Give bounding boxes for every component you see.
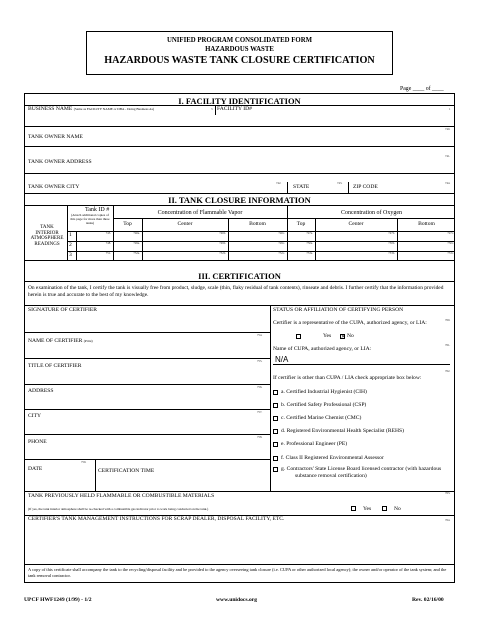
signature-label: SIGNATURE OF CERTIFIER <box>28 307 97 313</box>
cert-time-label: CERTIFICATION TIME <box>98 468 155 474</box>
tank-reading-code: 749a. <box>133 241 140 245</box>
facility-id-num: 1 <box>449 107 451 111</box>
business-name-text: BUSINESS NAME <box>28 106 73 112</box>
cert-time-field[interactable] <box>96 460 270 491</box>
certifier-phone-field[interactable] <box>25 435 270 459</box>
certifier-type-option: substance removal certification) <box>295 473 367 479</box>
tank-owner-name-num: 740. <box>445 127 451 131</box>
footer-revision: Rev. 02/16/00 <box>412 597 444 603</box>
tank-reading-cell[interactable] <box>315 241 397 251</box>
tank-reading-code: 749c. <box>278 241 285 245</box>
tank-reading-code: 752a. <box>133 251 140 255</box>
certifier-city-num: 757. <box>257 410 263 414</box>
zip-num: 744. <box>445 181 451 185</box>
tank-reading-cell[interactable] <box>142 231 228 241</box>
flammable-header: Concentration of Flammable Vapor <box>157 210 243 216</box>
tank-row-number: 1 <box>69 232 72 238</box>
certifier-type-option: f. Class II Registered Environmental Assessor <box>281 455 384 461</box>
tank-owner-city-label: TANK OWNER CITY <box>28 184 80 190</box>
prev-held-yes-label: Yes <box>363 506 372 512</box>
oxygen-header: Concentration of Oxygen <box>341 210 402 216</box>
tank-reading-cell[interactable] <box>228 231 287 241</box>
tank-reading-cell[interactable] <box>113 241 142 251</box>
tank-reading-code: 751. <box>105 251 111 255</box>
tank-reading-cell[interactable] <box>315 231 397 241</box>
certifier-address-label: ADDRESS <box>28 388 54 394</box>
certifier-type-option: a. Certified Industrial Hygienist (CIH) <box>281 389 367 395</box>
footer-form-id: UPCF HWF1249 (1/99) - 1/2 <box>24 597 92 603</box>
certifier-type-checkbox[interactable] <box>273 429 278 434</box>
tank-reading-cell[interactable] <box>397 241 456 251</box>
certifier-name-field[interactable] <box>25 333 270 358</box>
certifier-title-label: TITLE OF CERTIFIER <box>28 363 82 369</box>
cupa-question: Certifier is a representative of the CUPA, authorized agency, or LIA: <box>273 320 427 326</box>
form-title: HAZARDOUS WASTE TANK CLOSURE CERTIFICATION <box>104 55 375 66</box>
header-line2: HAZARDOUS WASTE <box>205 46 274 53</box>
certifier-type-option: c. Certified Marine Chemist (CMC) <box>281 415 362 421</box>
cupa-name-num: 761. <box>445 343 451 347</box>
interior-readings-text: TANK INTERIOR ATMOSPHERE READINGS <box>30 225 64 247</box>
instructions-label: CERTIFIER'S TANK MANAGEMENT INSTRUCTIONS FOR SCRAP DEALER, DISPOSAL FACILITY, ETC. <box>28 516 285 522</box>
tank-owner-name-label: TANK OWNER NAME <box>28 134 83 140</box>
zip-field[interactable] <box>349 174 456 193</box>
tank-owner-name-field[interactable] <box>25 127 456 143</box>
copy-note: A copy of this certificate shall accompany the tank to the recycling/disposal facility and be provided to the agency overseeing tank closure (i.e. CUPA or other authorized local agency); the owner and/or operator of the tank system; and the tank removal contractor. <box>28 567 447 578</box>
prev-held-no-checkbox[interactable] <box>382 506 387 511</box>
date-num: 759. <box>81 460 87 464</box>
section3-title: III. CERTIFICATION <box>198 271 281 281</box>
certifier-type-option: g. Contractors' State License Board licensed contractor (with hazardous <box>281 466 442 472</box>
header-line1: UNIFIED PROGRAM CONSOLIDATED FORM <box>166 37 313 44</box>
column-label-4: Center <box>348 221 364 227</box>
footer-website: www.unidocs.org <box>216 597 258 603</box>
business-name-label <box>28 107 154 113</box>
certifier-name-text: NAME OF CERTIFIER <box>28 338 83 344</box>
tank-reading-code: 750b. <box>388 241 395 245</box>
cupa-yes-checkbox[interactable] <box>296 334 301 339</box>
certifier-phone-num: 758. <box>257 435 263 439</box>
prev-held-num: 763. <box>445 491 451 495</box>
tank-id-header: Tank ID # <box>85 207 110 213</box>
certifier-city-label: CITY <box>28 413 42 419</box>
tank-reading-cell[interactable] <box>287 241 315 251</box>
tank-reading-code: 745. <box>105 231 111 235</box>
cupa-name-value[interactable]: N/A <box>275 355 289 364</box>
business-name-field[interactable] <box>25 114 215 126</box>
certifier-type-option: d. Registered Environmental Health Specialist (REHS) <box>281 428 405 434</box>
tank-row-number: 3 <box>69 252 72 258</box>
tank-reading-cell[interactable] <box>228 241 287 251</box>
tank-reading-code: 753b. <box>388 251 395 255</box>
tank-reading-code: 753a. <box>306 251 313 255</box>
interior-readings-label <box>29 225 65 247</box>
tank-reading-code: 747c. <box>447 231 454 235</box>
tank-owner-address-num: 741. <box>445 154 451 158</box>
certifier-address-num: 756. <box>257 385 263 389</box>
tank-reading-cell[interactable] <box>287 231 315 241</box>
tank-reading-code: 750c. <box>447 241 454 245</box>
page-number: Page ____ of ____ <box>400 86 444 92</box>
cupa-no-checkbox[interactable]: ✕ <box>341 334 346 340</box>
prev-held-label: TANK PREVIOUSLY HELD FLAMMABLE OR COMBUSTIBLE MATERIALS <box>28 493 215 499</box>
instructions-field[interactable] <box>25 524 456 564</box>
form-body <box>24 93 455 583</box>
column-label-0: Top <box>123 221 132 227</box>
business-name-note: (Same as FACILITY NAME or DBA - Doing Business As) <box>73 107 155 111</box>
tank-reading-code: 749b. <box>219 241 226 245</box>
tank-owner-city-field[interactable] <box>25 174 287 193</box>
facility-id-label: FACILITY ID# <box>217 106 252 112</box>
column-label-5: Bottom <box>418 221 435 227</box>
tank-reading-code: 746a. <box>133 231 140 235</box>
certifier-type-checkbox[interactable] <box>273 456 278 461</box>
prev-held-note: (If yes, the tank interior atmosphere shall be re-checked with a combustible gas indicator prior to work being conducted on the tank.) <box>28 507 209 511</box>
certifier-title-num: 755. <box>257 359 263 363</box>
cupa-yes-label: Yes <box>323 333 332 339</box>
tank-reading-code: 752c. <box>278 251 285 255</box>
certifier-name-note: (Print) <box>83 339 93 343</box>
business-name-num: 3 <box>211 107 213 111</box>
tank-reading-code: 747b. <box>388 231 395 235</box>
tank-reading-code: 746c. <box>278 231 285 235</box>
certifier-type-checkbox[interactable] <box>273 390 278 395</box>
tank-reading-code: 748. <box>105 241 111 245</box>
tank-reading-code: 753c. <box>447 251 454 255</box>
certifier-type-option: b. Certified Safety Professional (CSP) <box>281 402 367 408</box>
tank-reading-cell[interactable] <box>77 241 113 251</box>
certifier-type-checkbox[interactable] <box>273 442 278 447</box>
tank-id-note: (Attach additional copies of this page for more than three tanks) <box>70 213 110 225</box>
form-header <box>86 31 393 75</box>
tank-reading-code: 752b. <box>219 251 226 255</box>
other-intro: If certifier is other than CUPA / LIA check appropriate box below: <box>273 375 422 381</box>
tank-owner-address-field[interactable] <box>25 147 456 169</box>
date-field[interactable] <box>25 460 95 491</box>
facility-id-field[interactable] <box>216 114 456 126</box>
tank-reading-cell[interactable] <box>113 231 142 241</box>
cupa-num: 760. <box>445 318 451 322</box>
section2-title: II. TANK CLOSURE INFORMATION <box>168 195 311 205</box>
instructions-num: 764. <box>445 518 451 522</box>
state-num: 743. <box>337 181 343 185</box>
column-label-2: Bottom <box>249 221 266 227</box>
certifier-city-field[interactable] <box>25 410 270 434</box>
certifier-title-field[interactable] <box>25 359 270 384</box>
tank-reading-cell[interactable] <box>142 241 228 251</box>
certifier-name-num: 754. <box>257 333 263 337</box>
tank-owner-address-label: TANK OWNER ADDRESS <box>28 159 92 165</box>
tank-reading-cell[interactable] <box>397 231 456 241</box>
certifier-phone-label: PHONE <box>28 439 47 445</box>
cupa-no-label: No <box>347 333 354 339</box>
state-label: STATE <box>293 184 310 190</box>
cupa-name-question: Name of CUPA, authorized agency, or LIA: <box>273 346 372 352</box>
tank-row-number: 2 <box>69 242 72 248</box>
date-label: DATE <box>28 466 43 472</box>
signature-field[interactable] <box>25 306 270 332</box>
tank-reading-code: 750a. <box>306 241 313 245</box>
prev-held-no-label: No <box>394 506 401 512</box>
tank-reading-code: 746b. <box>219 231 226 235</box>
column-label-1: Center <box>177 221 193 227</box>
column-label-3: Top <box>296 221 306 227</box>
certifier-type-option: e. Professional Engineer (PE) <box>281 441 348 447</box>
section1-title: I. FACILITY IDENTIFICATION <box>178 96 301 106</box>
certifier-type-checkbox[interactable] <box>273 416 278 421</box>
other-num: 762. <box>445 369 451 373</box>
state-field[interactable] <box>288 174 348 193</box>
zip-label: ZIP CODE <box>353 184 378 190</box>
tank-reading-code: 747a. <box>306 231 313 235</box>
prev-held-yes-checkbox[interactable] <box>351 506 356 511</box>
certifier-address-field[interactable] <box>25 385 270 409</box>
tank-owner-city-num: 742. <box>276 181 282 185</box>
certifier-type-checkbox[interactable] <box>273 467 278 472</box>
certification-statement: On examination of the tank, I certify the tank is visually free from product, sludge, scale (thin, flaky residual of tank contents), rinseate and debris. I further certify that the information provided herein is true and accurate to the best of my knowledge. <box>28 285 444 299</box>
tank-reading-cell[interactable] <box>77 231 113 241</box>
certifier-type-checkbox[interactable] <box>273 403 278 408</box>
status-label: STATUS OR AFFILIATION OF CERTIFYING PERSON <box>273 307 404 313</box>
